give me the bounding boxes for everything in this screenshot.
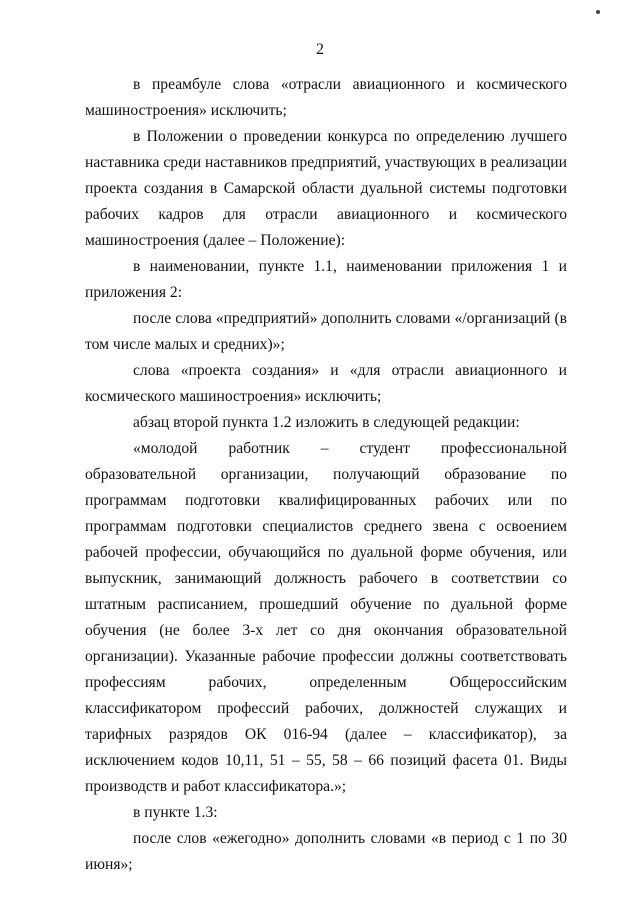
paragraph-clause-1-2: абзац второй пункта 1.2 изложить в следующей редакции: <box>133 414 520 431</box>
page-number: 2 <box>316 41 324 58</box>
paragraph-young-worker-definition: «молодой работник – студент профессиональной образовательной организации, получающий образование по программам подготовки квалифицированных рабочих или по программам подготовки специалистов среднего звена с освоением рабочей профессии, обучающийся по дуальной форме обучения, или выпускник, занимающий должность рабочего в соответствии со штатным расписанием, прошедший обучение по дуальной форме обучения (не более 3-х лет со дня окончания образовательной организации). Указанные рабочие профессии должны соответствовать профессиям рабочих, определенным Общероссийским классификатором профессий рабочих, должностей служащих и тарифных разрядов ОК 016-94 (далее – классификатор), за исключением кодов 10,11, 51 – 55, 58 – 66 позиций фасета 01. Виды производств и работ классификатора.»; <box>85 440 567 795</box>
paragraph-naming: в наименовании, пункте 1.1, наименовании приложения 1 и приложения 2: <box>85 258 567 301</box>
paragraph-annual-period: после слов «ежегодно» дополнить словами «в период с 1 по 30 июня»; <box>85 830 567 873</box>
paragraph-clause-1-3: в пункте 1.3: <box>133 804 218 821</box>
paragraph-regulation: в Положении о проведении конкурса по определению лучшего наставника среди наставников предприятий, участвующих в реализации проекта создания в Самарской области дуальной системы подготовки рабочих кадров для отрасли авиационного и космического машиностроения (далее – Положение): <box>85 128 567 249</box>
paragraph-after-word: после слова «предприятий» дополнить словами «/организаций (в том числе малых и средних)»; <box>85 310 567 353</box>
document-body <box>85 72 567 878</box>
paragraph-preamble: в преамбуле слова «отрасли авиационного и космического машиностроения» исключить; <box>85 76 567 119</box>
scan-mark <box>596 10 600 14</box>
paragraph-exclude-words: слова «проекта создания» и «для отрасли авиационного и космического машиностроения» исключить; <box>85 362 567 405</box>
